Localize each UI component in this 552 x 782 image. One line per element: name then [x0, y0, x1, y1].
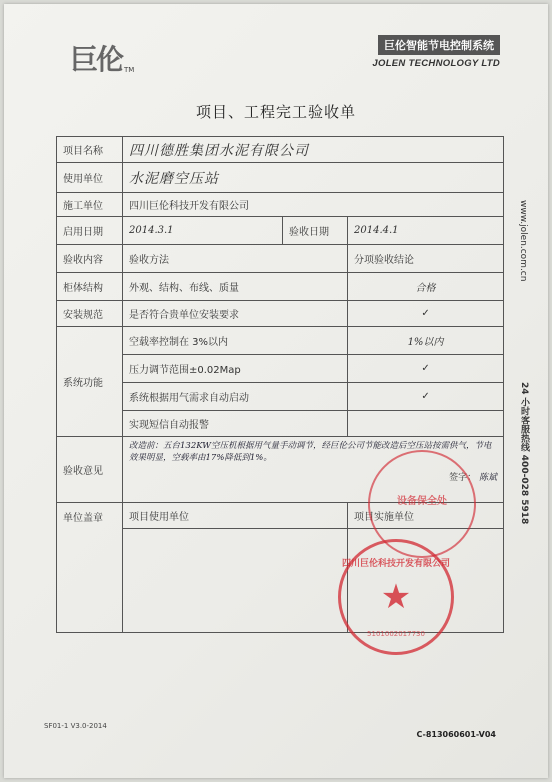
company-stamp: [338, 539, 454, 655]
project-name-value: 四川德胜集团水泥有限公司: [123, 137, 504, 163]
start-date-value: 2014.3.1: [123, 217, 283, 245]
acceptance-date-label: 验收日期: [283, 217, 348, 245]
sys-item4: 实现短信自动报警: [123, 411, 348, 437]
logo-tm: TM: [124, 66, 135, 74]
construction-unit-value: 四川巨伦科技开发有限公司: [123, 193, 504, 217]
acceptance-date-value: 2014.4.1: [348, 217, 504, 245]
signature-label: 签字：: [449, 473, 477, 483]
hotline-text: 24 小时客服热线 400-028 5918: [519, 382, 529, 525]
seal-label: 单位盖章: [57, 503, 123, 633]
cabinet-label: 柜体结构: [57, 273, 123, 301]
user-unit-seal-area: [123, 529, 348, 633]
cabinet-method: 外观、结构、布线、质量: [123, 273, 348, 301]
equipment-stamp-text: 设备保全处: [397, 496, 447, 507]
stamp-number: 5101002017730: [367, 630, 425, 638]
brand-en: JOLEN TECHNOLOGY LTD: [372, 58, 500, 69]
install-label: 安装规范: [57, 301, 123, 327]
document-page: [4, 4, 548, 778]
company-stamp-text: 四川巨伦科技开发有限公司: [341, 559, 450, 569]
sys-check-icon-3: ✓: [348, 383, 504, 411]
sys-item3: 系统根据用气需求自动启动: [123, 383, 348, 411]
construction-unit-label: 施工单位: [57, 193, 123, 217]
sys-result4: [348, 411, 504, 437]
star-icon: ★: [380, 577, 412, 617]
method-header: 验收方法: [123, 245, 348, 273]
document-title: 项目、工程完工验收单: [195, 103, 356, 121]
install-method: 是否符合贵单位安装要求: [123, 301, 348, 327]
sys-item1: 空载率控制在 3%以内: [123, 327, 348, 355]
footer-right: C-813060601-V04: [416, 730, 496, 739]
signature-value: 陈斌: [479, 473, 498, 483]
company-logo: [70, 38, 134, 78]
footer-left: SF01-1 V3.0-2014: [44, 722, 107, 730]
system-label: 系统功能: [57, 327, 123, 437]
opinion-text: 改造前：五台132KW空压机根据用气量手动调节，经巨伦公司节能改造后空压站按需供气，节电效果明显，空载率由17%降低到1%。: [129, 441, 492, 463]
project-impl-unit: 项目实施单位: [348, 503, 504, 529]
opinion-label: 验收意见: [57, 437, 123, 503]
website-text: www.jolen.com.cn: [518, 200, 528, 282]
conclusion-header: 分项验收结论: [348, 245, 504, 273]
content-label: 验收内容: [57, 245, 123, 273]
project-name-label: 项目名称: [57, 137, 123, 163]
project-user-unit: 项目使用单位: [123, 503, 348, 529]
brand-cn: 巨伦智能节电控制系统: [378, 35, 500, 55]
user-unit-value: 水泥磨空压站: [123, 163, 504, 193]
brand-block: [372, 34, 500, 69]
sys-check-icon-2: ✓: [348, 355, 504, 383]
start-date-label: 启用日期: [57, 217, 123, 245]
install-check-icon: ✓: [348, 301, 504, 327]
sys-item2: 压力调节范围±0.02Map: [123, 355, 348, 383]
sys-result1: 1%以内: [348, 327, 504, 355]
logo-mark: 巨伦: [70, 43, 123, 76]
user-unit-label: 使用单位: [57, 163, 123, 193]
cabinet-result: 合格: [348, 273, 504, 301]
